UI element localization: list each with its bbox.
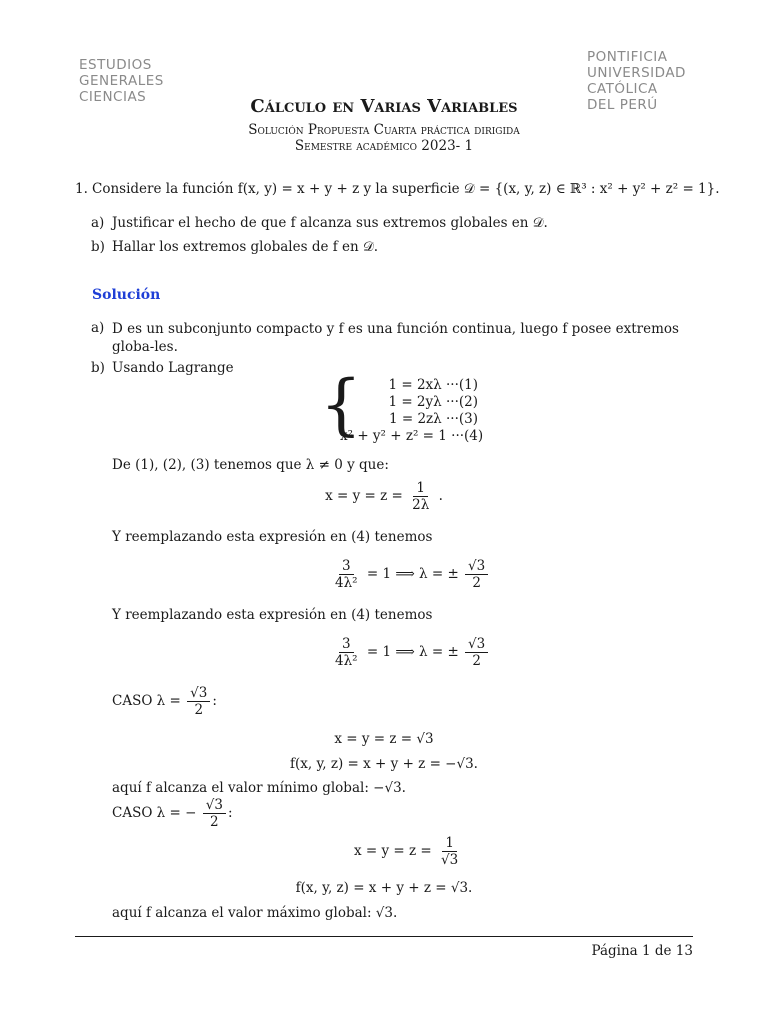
item-text: Justificar el hecho de que f alcanza sus extremos globales en 𝒟. (112, 215, 548, 231)
frac-num: 3 (339, 636, 354, 653)
eq-left: x = y = z = (354, 843, 432, 859)
sol-b-text: Usando Lagrange (112, 360, 234, 376)
fraction (187, 685, 210, 718)
frac-den: 2 (472, 653, 481, 669)
frac-num: √3 (465, 558, 488, 575)
frac-den: 2 (194, 702, 204, 718)
fraction (465, 558, 488, 591)
page-number: Página 1 de 13 (591, 943, 693, 959)
sol-a-text: D es un subconjunto compacto y f es una función continua, luego f posee extremos globa-les. (112, 321, 679, 355)
item-label: b) (91, 239, 105, 255)
frac-num: 1 (442, 835, 457, 852)
fraction (203, 797, 226, 830)
replace-text: Y reemplazando esta expresión en (4) tenemos (112, 529, 433, 545)
eq-mid: = 1 ⟹ λ = ± (366, 644, 459, 660)
equation-2-repeat (330, 636, 490, 669)
frac-den: 2 (472, 575, 481, 591)
footer-rule (75, 936, 693, 937)
eq-left: x = y = z = (325, 488, 403, 504)
fraction (409, 480, 432, 513)
eq-mid: = 1 ⟹ λ = ± (366, 566, 459, 582)
fraction (332, 636, 361, 669)
item-text: Hallar los extremos globales de f en 𝒟. (112, 239, 379, 255)
solution-heading: Solución (92, 287, 161, 303)
system-equation: 1 = 2zλ ···(3) (388, 411, 478, 427)
caso-1-eq2: f(x, y, z) = x + y + z = −√3. (290, 756, 478, 772)
item-label: a) (91, 215, 105, 231)
header-right-line: UNIVERSIDAD (587, 65, 686, 81)
frac-den: √3 (441, 852, 459, 868)
frac-num: 3 (339, 558, 354, 575)
header-right-line: DEL PERÚ (587, 97, 658, 113)
header-right-line: PONTIFICIA (587, 49, 668, 65)
fraction (332, 558, 361, 591)
caso-post: : (212, 693, 217, 709)
equation-1 (0, 480, 768, 513)
header-left-line: GENERALES (79, 73, 164, 89)
system-brace: { (320, 366, 362, 443)
caso-2-heading (112, 797, 233, 830)
problem-number: 1. (75, 181, 88, 197)
system-equation: x² + y² + z² = 1 ···(4) (340, 428, 484, 444)
caso-pre: CASO λ = (112, 693, 181, 709)
caso-2-eq1 (354, 835, 463, 868)
caso-2-eq2: f(x, y, z) = x + y + z = √3. (295, 880, 473, 896)
fraction (465, 636, 488, 669)
caso-1-eq1: x = y = z = √3 (334, 731, 434, 747)
system-equation: 1 = 2yλ ···(2) (388, 394, 478, 410)
header-left-line: CIENCIAS (79, 89, 147, 105)
header-left-line: ESTUDIOS (79, 57, 152, 73)
eq-end: . (438, 488, 443, 504)
frac-den: 2λ (412, 497, 430, 513)
sol-b-label: b) (91, 360, 105, 376)
equation-system (340, 377, 484, 445)
page-title: Cálculo en Varias Variables (250, 96, 518, 117)
frac-num: 1 (413, 480, 428, 497)
frac-num: √3 (187, 685, 210, 702)
header-right-line: CATÓLICA (587, 81, 658, 97)
frac-den: 4λ² (335, 575, 358, 591)
caso-2-text: aquí f alcanza el valor máximo global: √3. (112, 905, 398, 921)
caso-1-text: aquí f alcanza el valor mínimo global: −√3. (112, 780, 406, 796)
page-semester: Semestre académico 2023- 1 (294, 138, 474, 154)
frac-den: 2 (210, 814, 219, 830)
sol-a-label: a) (91, 320, 105, 336)
system-equation: 1 = 2xλ ···(1) (388, 377, 478, 393)
caso-post: : (227, 805, 233, 821)
fraction (438, 835, 461, 868)
frac-num: √3 (203, 797, 226, 814)
frac-num: √3 (465, 636, 488, 653)
problem-statement: Considere la función f(x, y) = x + y + z y la superficie 𝒟 = {(x, y, z) ∈ ℝ³ : x² + y² + z² = 1}. (92, 181, 720, 197)
de-text: De (1), (2), (3) tenemos que λ ≠ 0 y que: (112, 457, 389, 473)
caso-pre: CASO λ = − (112, 805, 197, 821)
caso-1-heading (112, 685, 217, 718)
equation-2 (330, 558, 490, 591)
replace-text: Y reemplazando esta expresión en (4) tenemos (112, 607, 433, 623)
page-subtitle: Solución Propuesta Cuarta práctica dirigida (248, 122, 520, 138)
frac-den: 4λ² (335, 653, 358, 669)
